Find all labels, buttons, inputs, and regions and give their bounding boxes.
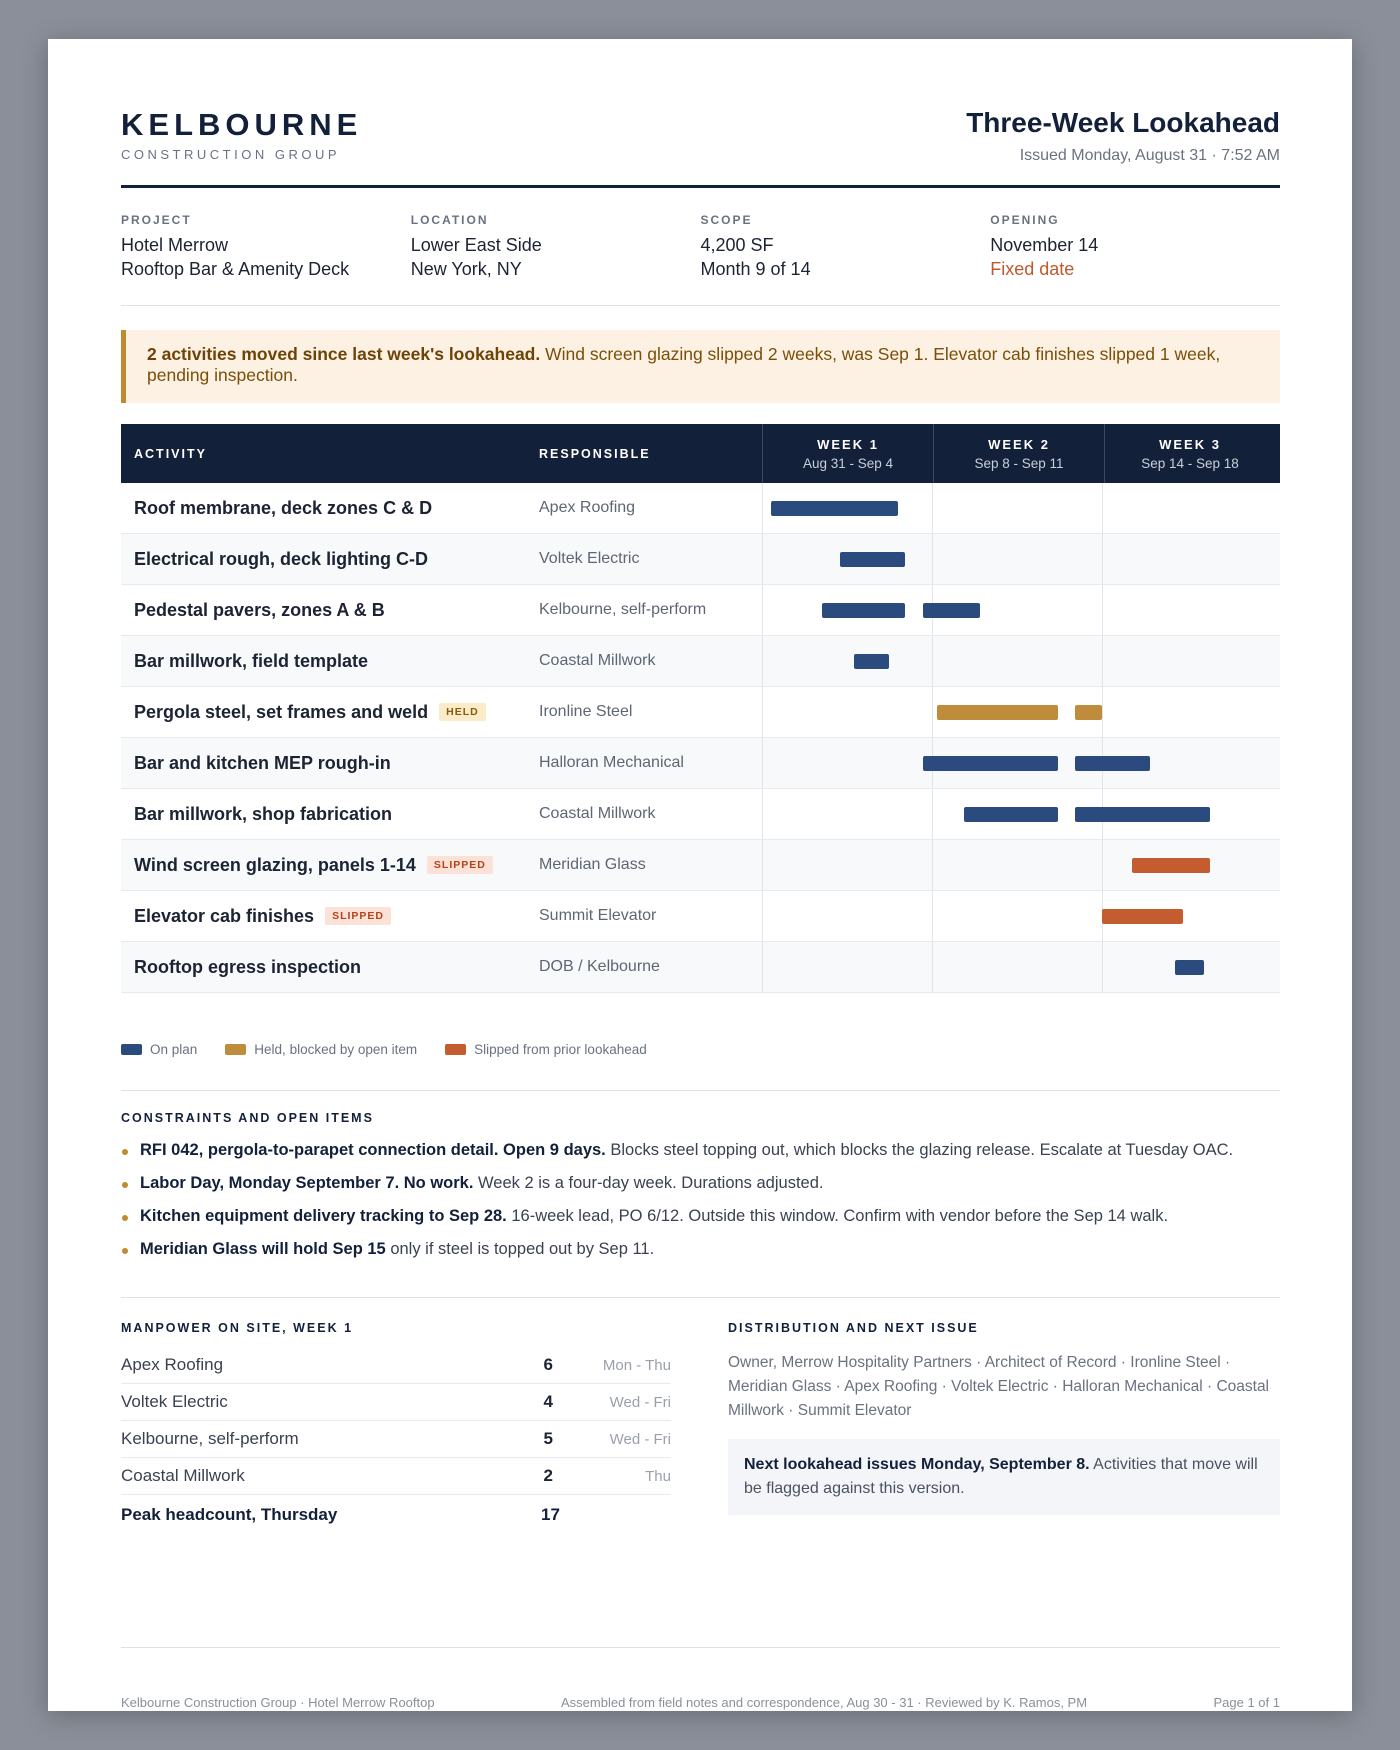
- brand-block: [121, 107, 362, 162]
- week-1-header: [762, 424, 933, 483]
- gantt-bar-on-plan: [854, 654, 889, 669]
- next-issue-note: [728, 1439, 1280, 1515]
- week-divider: [762, 891, 763, 941]
- activity-cell: [121, 840, 539, 890]
- gantt-bar-slipped: [1102, 909, 1183, 924]
- issued-timestamp: Issued Monday, August 31 · 7:52 AM: [1019, 147, 1280, 164]
- responsible-cell: Meridian Glass: [539, 856, 646, 873]
- alert-headline: 2 activities moved since last week's lookahead.: [147, 344, 541, 364]
- activity-cell: [121, 942, 539, 992]
- lookahead-schedule: [121, 424, 1280, 993]
- crew-count: 2: [543, 1466, 553, 1485]
- legend-label: Slipped from prior lookahead: [474, 1042, 647, 1057]
- week-label: WEEK 2: [988, 436, 1050, 452]
- week-divider: [1102, 840, 1103, 890]
- gantt-bar-slipped: [1132, 858, 1210, 873]
- crew-name: Coastal Millwork: [121, 1466, 245, 1485]
- week-divider: [762, 687, 763, 737]
- week-divider: [932, 687, 933, 737]
- gantt-bar-on-plan: [1075, 807, 1210, 822]
- next-issue-headline: Next lookahead issues Monday, September 8.: [744, 1456, 1090, 1473]
- constraint-text: Week 2 is a four-day week. Durations adjusted.: [473, 1174, 824, 1192]
- responsible-cell: DOB / Kelbourne: [539, 958, 660, 975]
- page-footer: [121, 1695, 1280, 1710]
- activity-cell: [121, 891, 539, 941]
- activity-name: Wind screen glazing, panels 1-14: [134, 854, 416, 875]
- week-divider: [762, 789, 763, 839]
- manpower-row: [121, 1421, 671, 1458]
- meta-value: Month 9 of 14: [700, 259, 811, 279]
- week-divider: [762, 585, 763, 635]
- legend-label: Held, blocked by open item: [254, 1042, 418, 1057]
- schedule-row: [121, 891, 1280, 942]
- meta-value: November 14: [990, 235, 1099, 255]
- constraints-title: CONSTRAINTS AND OPEN ITEMS: [121, 1111, 374, 1125]
- schedule-body: [121, 483, 1280, 993]
- week-divider: [932, 891, 933, 941]
- week-divider: [1102, 483, 1103, 533]
- distribution-section: [728, 1321, 1280, 1515]
- meta-label: LOCATION: [410, 213, 489, 227]
- held-badge: HELD: [439, 703, 486, 721]
- peak-headcount-label: Peak headcount, Thursday: [121, 1505, 338, 1524]
- meta-value: Hotel Merrow: [121, 235, 229, 255]
- manpower-section: [121, 1321, 671, 1535]
- legend-swatch: [225, 1044, 246, 1055]
- week-divider: [1102, 942, 1103, 992]
- crew-days: Thu: [645, 1467, 671, 1485]
- gantt-bar-on-plan: [964, 807, 1058, 822]
- week-divider: [932, 636, 933, 686]
- gantt-bar-on-plan: [923, 603, 980, 618]
- crew-days: Wed - Fri: [609, 1393, 671, 1411]
- footer-page-number: Page 1 of 1: [1213, 1695, 1280, 1710]
- responsible-cell: Apex Roofing: [539, 499, 636, 516]
- constraints-section: [121, 1111, 1280, 1271]
- gantt-cell: [762, 942, 1272, 992]
- schedule-row: [121, 483, 1280, 534]
- week-divider: [932, 534, 933, 584]
- gantt-cell: [762, 585, 1272, 635]
- document-heading: [966, 107, 1280, 165]
- week-range: Aug 31 - Sep 4: [802, 455, 894, 471]
- meta-value: New York, NY: [410, 259, 522, 279]
- manpower-title: MANPOWER ON SITE, WEEK 1: [121, 1321, 354, 1335]
- week-3-header: [1104, 424, 1275, 483]
- activity-cell: [121, 789, 539, 839]
- week-label: WEEK 1: [817, 436, 879, 452]
- gantt-cell: [762, 840, 1272, 890]
- manpower-row: [121, 1347, 671, 1384]
- legend-swatch: [445, 1044, 466, 1055]
- gantt-bar-on-plan: [1075, 756, 1150, 771]
- week-divider: [762, 483, 763, 533]
- legend-rule: [121, 1090, 1280, 1091]
- week-divider: [762, 636, 763, 686]
- meta-value: Rooftop Bar & Amenity Deck: [121, 259, 350, 279]
- document-title: Three-Week Lookahead: [966, 107, 1280, 138]
- week-divider: [932, 840, 933, 890]
- week-divider: [1102, 585, 1103, 635]
- gantt-bar-on-plan: [822, 603, 905, 618]
- constraint-headline: RFI 042, pergola-to-parapet connection detail. Open 9 days.: [140, 1141, 606, 1159]
- week-range: Sep 8 - Sep 11: [974, 455, 1064, 471]
- slipped-badge: SLIPPED: [427, 856, 493, 874]
- responsible-column-header: RESPONSIBLE: [539, 446, 651, 461]
- activity-name: Electrical rough, deck lighting C-D: [134, 548, 429, 569]
- legend-swatch: [121, 1044, 142, 1055]
- constraint-headline: Meridian Glass will hold Sep 15: [140, 1240, 386, 1258]
- gantt-cell: [762, 789, 1272, 839]
- gantt-cell: [762, 891, 1272, 941]
- manpower-total-row: [121, 1495, 671, 1535]
- responsible-cell: Halloran Mechanical: [539, 754, 684, 771]
- activity-cell: [121, 585, 539, 635]
- constraints-rule: [121, 1297, 1280, 1298]
- brand-subtitle: CONSTRUCTION GROUP: [121, 147, 340, 162]
- meta-value: 4,200 SF: [700, 235, 774, 255]
- fixed-date-note: Fixed date: [990, 259, 1075, 279]
- week-divider: [932, 942, 933, 992]
- activity-cell: [121, 738, 539, 788]
- crew-count: 5: [543, 1429, 553, 1448]
- constraint-item: [121, 1205, 1280, 1238]
- schedule-row: [121, 636, 1280, 687]
- document-sheet: [48, 39, 1352, 1711]
- responsible-cell: Voltek Electric: [539, 550, 640, 567]
- week-divider: [932, 789, 933, 839]
- gantt-legend: [121, 1042, 675, 1057]
- activity-column-header: ACTIVITY: [134, 446, 207, 461]
- activity-name: Pedestal pavers, zones A & B: [134, 599, 385, 620]
- meta-label: SCOPE: [700, 213, 753, 227]
- schedule-header: [121, 424, 1280, 483]
- crew-name: Voltek Electric: [121, 1392, 228, 1411]
- schedule-row: [121, 840, 1280, 891]
- schedule-row: [121, 789, 1280, 840]
- week-divider: [1102, 687, 1103, 737]
- footer-rule: [121, 1647, 1280, 1648]
- schedule-row: [121, 687, 1280, 738]
- meta-rule: [121, 305, 1280, 306]
- crew-days: Wed - Fri: [609, 1430, 671, 1448]
- meta-location: [411, 213, 701, 281]
- week-divider: [762, 534, 763, 584]
- constraint-text: only if steel is topped out by Sep 11.: [385, 1240, 655, 1258]
- constraint-item: [121, 1238, 1280, 1271]
- distribution-title: DISTRIBUTION AND NEXT ISSUE: [728, 1321, 979, 1335]
- schedule-row: [121, 534, 1280, 585]
- legend-item-on-plan: [121, 1042, 197, 1057]
- alert-text: Wind screen glazing slipped 2 weeks, was Sep 1. Elevator cab finishes slipped 1 week, pending inspection.: [147, 344, 1221, 385]
- schedule-row: [121, 738, 1280, 789]
- schedule-row: [121, 585, 1280, 636]
- week-label: WEEK 3: [1159, 436, 1221, 452]
- crew-name: Kelbourne, self-perform: [121, 1429, 299, 1448]
- crew-name: Apex Roofing: [121, 1355, 224, 1374]
- crew-days: Mon - Thu: [602, 1356, 671, 1374]
- meta-scope: [701, 213, 991, 281]
- week-divider: [762, 738, 763, 788]
- legend-item-slipped: [445, 1042, 647, 1057]
- activity-cell: [121, 483, 539, 533]
- project-meta: [121, 213, 1280, 281]
- activity-name: Bar millwork, field template: [134, 650, 369, 671]
- responsible-cell: Coastal Millwork: [539, 652, 656, 669]
- activity-cell: [121, 636, 539, 686]
- responsible-cell: Kelbourne, self-perform: [539, 601, 707, 618]
- constraint-text: Blocks steel topping out, which blocks the glazing release. Escalate at Tuesday OAC.: [605, 1141, 1234, 1159]
- activity-name: Rooftop egress inspection: [134, 956, 362, 977]
- legend-item-held: [225, 1042, 417, 1057]
- meta-label: PROJECT: [121, 213, 192, 227]
- responsible-cell: Summit Elevator: [539, 907, 657, 924]
- crew-count: 4: [543, 1392, 553, 1411]
- constraint-text: 16-week lead, PO 6/12. Outside this window. Confirm with vendor before the Sep 14 walk.: [506, 1207, 1169, 1225]
- week-divider: [762, 942, 763, 992]
- header-rule: [121, 185, 1280, 188]
- activity-name: Bar and kitchen MEP rough-in: [134, 752, 391, 773]
- gantt-cell: [762, 687, 1272, 737]
- activity-cell: [121, 687, 539, 737]
- gantt-cell: [762, 636, 1272, 686]
- gantt-bar-on-plan: [840, 552, 905, 567]
- week-2-header: [933, 424, 1104, 483]
- constraint-item: [121, 1139, 1280, 1172]
- gantt-cell: [762, 534, 1272, 584]
- gantt-cell: [762, 738, 1272, 788]
- crew-count: 6: [543, 1355, 553, 1374]
- week-divider: [932, 483, 933, 533]
- meta-value: Lower East Side: [410, 235, 542, 255]
- constraints-list: [121, 1139, 1280, 1271]
- peak-headcount-value: 17: [541, 1505, 560, 1524]
- constraint-headline: Kitchen equipment delivery tracking to Sep 28.: [140, 1207, 507, 1225]
- activity-name: Bar millwork, shop fabrication: [134, 803, 393, 824]
- gantt-bar-on-plan: [771, 501, 898, 516]
- change-alert: [121, 330, 1280, 403]
- activity-name: Elevator cab finishes: [134, 905, 315, 926]
- manpower-table: [121, 1347, 671, 1535]
- activity-cell: [121, 534, 539, 584]
- week-range: Sep 14 - Sep 18: [1141, 455, 1239, 471]
- constraint-item: [121, 1172, 1280, 1205]
- slipped-badge: SLIPPED: [325, 907, 391, 925]
- gantt-bar-on-plan: [1175, 960, 1204, 975]
- legend-label: On plan: [150, 1042, 198, 1057]
- meta-label: OPENING: [990, 213, 1060, 227]
- activity-name: Pergola steel, set frames and weld: [134, 701, 429, 722]
- next-issue-text: Activities that move will be flagged against this version.: [744, 1456, 1258, 1497]
- manpower-row: [121, 1458, 671, 1495]
- week-divider: [762, 840, 763, 890]
- footer-left: Kelbourne Construction Group · Hotel Merrow Rooftop: [121, 1695, 435, 1710]
- meta-opening: [990, 213, 1280, 281]
- brand-name: KELBOURNE: [121, 107, 363, 142]
- manpower-row: [121, 1384, 671, 1421]
- gantt-bar-on-plan: [923, 756, 1058, 771]
- gantt-cell: [762, 483, 1272, 533]
- activity-name: Roof membrane, deck zones C & D: [134, 497, 433, 518]
- constraint-headline: Labor Day, Monday September 7. No work.: [140, 1174, 474, 1192]
- document-content: [121, 39, 1280, 1711]
- responsible-cell: Ironline Steel: [539, 703, 633, 720]
- week-divider: [1102, 534, 1103, 584]
- gantt-bar-held: [1075, 705, 1102, 720]
- distribution-list: Owner, Merrow Hospitality Partners · Architect of Record · Ironline Steel · Meridian Glass · Apex Roofing · Voltek Electric · Halloran Mechanical · Coastal Millwork · Summit Elevator: [728, 1354, 1270, 1419]
- gantt-bar-held: [937, 705, 1058, 720]
- responsible-cell: Coastal Millwork: [539, 805, 656, 822]
- schedule-row: [121, 942, 1280, 993]
- meta-project: [121, 213, 411, 281]
- week-divider: [1102, 636, 1103, 686]
- footer-center: Assembled from field notes and correspondence, Aug 30 - 31 · Reviewed by K. Ramos, PM: [561, 1695, 1088, 1710]
